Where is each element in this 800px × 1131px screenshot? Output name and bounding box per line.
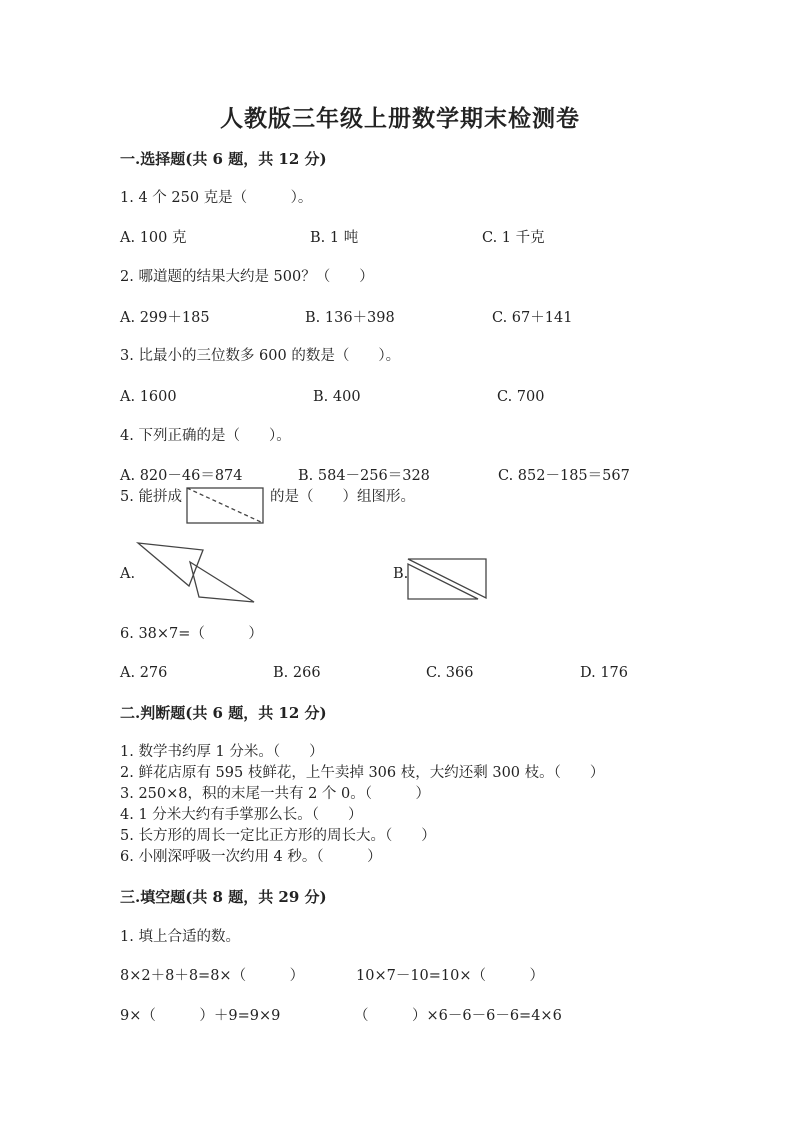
- q4-option-b: B. 584－256＝328: [298, 468, 430, 484]
- tf-item: 5. 长方形的周长一定比正方形的周长大。（ ）: [120, 828, 436, 844]
- fill-q1-stem: 1. 填上合适的数。: [120, 929, 240, 945]
- q5-option-b-triangles-figure: [406, 556, 490, 602]
- q3-stem: 3. 比最小的三位数多 600 的数是（ ）。: [120, 348, 401, 364]
- q4-option-c: C. 852－185＝567: [498, 468, 630, 484]
- q1-option-c: C. 1 千克: [482, 230, 545, 246]
- q1-option-b: B. 1 吨: [310, 230, 359, 246]
- q5-option-a-triangles-figure: [136, 540, 258, 605]
- q2-option-a: A. 299＋185: [120, 310, 210, 326]
- tf-item: 1. 数学书约厚 1 分米。（ ）: [120, 744, 324, 760]
- section-heading-fill-in: 三.填空题(共 8 题，共 29 分): [120, 888, 327, 906]
- q6-stem: 6. 38×7=（ ）: [120, 626, 263, 642]
- q3-option-c: C. 700: [497, 389, 545, 405]
- page-title: 人教版三年级上册数学期末检测卷: [220, 105, 580, 132]
- q5-target-rectangle-figure: [186, 487, 266, 525]
- q6-option-a: A. 276: [120, 665, 168, 681]
- q2-option-b: B. 136＋398: [305, 310, 395, 326]
- q5-stem-after: 的是（ ）组图形。: [270, 489, 415, 505]
- fill-q1-expression: （ ）×6－6－6－6=4×6: [354, 1008, 562, 1024]
- fill-q1-expression: 10×7－10=10×（ ）: [356, 968, 545, 984]
- q6-option-c: C. 366: [426, 665, 474, 681]
- q6-option-d: D. 176: [580, 665, 629, 681]
- q2-stem: 2. 哪道题的结果大约是 500？（ ）: [120, 269, 374, 285]
- fill-q1-expression: 9×（ ）＋9=9×9: [120, 1008, 281, 1024]
- q1-stem: 1. 4 个 250 克是（ ）。: [120, 190, 313, 206]
- tf-item: 6. 小刚深呼吸一次约用 4 秒。（ ）: [120, 849, 382, 865]
- q3-option-b: B. 400: [313, 389, 361, 405]
- q5-option-a: A.: [120, 566, 136, 582]
- q5-option-b: B.: [393, 566, 409, 582]
- q4-stem: 4. 下列正确的是（ ）。: [120, 428, 291, 444]
- q5-stem-before: 5. 能拼成: [120, 489, 182, 505]
- section-heading-choice: 一.选择题(共 6 题，共 12 分): [120, 150, 327, 168]
- fill-q1-expression: 8×2＋8＋8=8×（ ）: [120, 968, 305, 984]
- q1-option-a: A. 100 克: [120, 230, 187, 246]
- q3-option-a: A. 1600: [120, 389, 177, 405]
- tf-item: 3. 250×8，积的末尾一共有 2 个 0。（ ）: [120, 786, 431, 802]
- tf-item: 2. 鲜花店原有 595 枝鲜花，上午卖掉 306 枝，大约还剩 300 枝。（ ）: [120, 765, 605, 781]
- q2-option-c: C. 67＋141: [492, 310, 573, 326]
- q4-option-a: A. 820－46＝874: [120, 468, 243, 484]
- section-heading-true-false: 二.判断题(共 6 题，共 12 分): [120, 704, 327, 722]
- tf-item: 4. 1 分米大约有手掌那么长。（ ）: [120, 807, 363, 823]
- q6-option-b: B. 266: [273, 665, 321, 681]
